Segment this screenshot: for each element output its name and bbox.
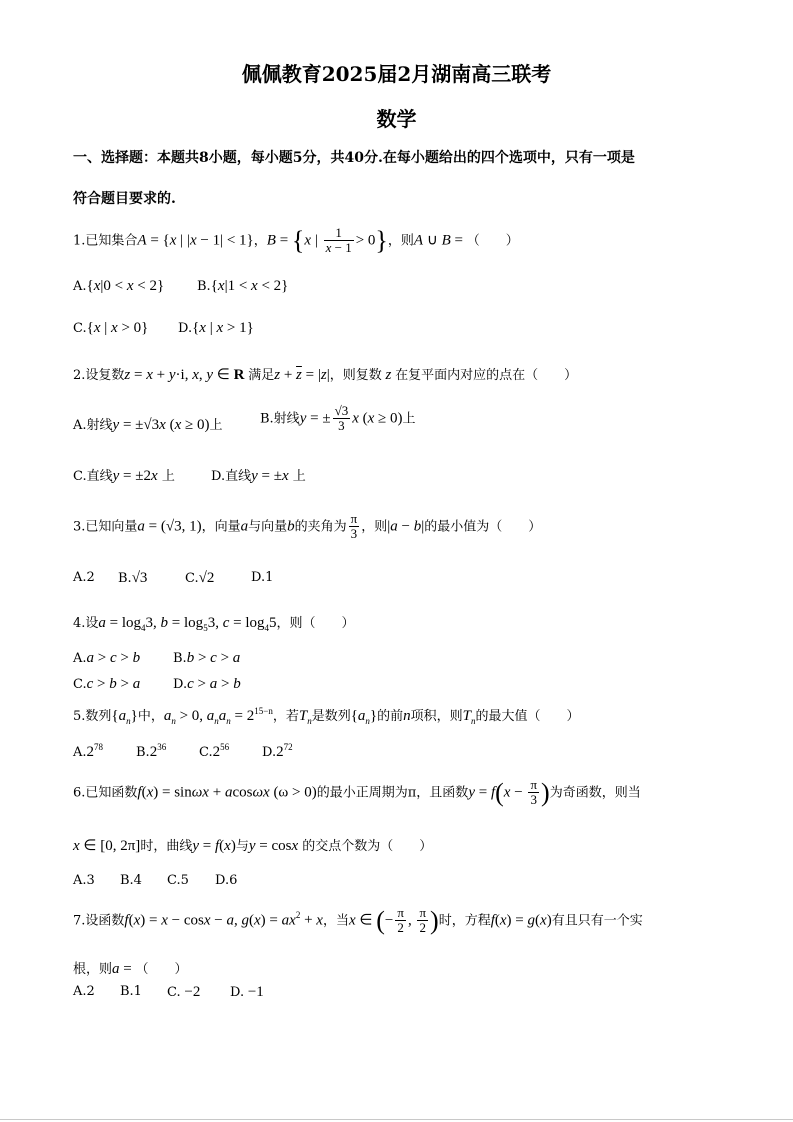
q5-option-d-label: D. — [262, 745, 277, 760]
q5-option-c-label: C. — [199, 745, 213, 760]
q5-t2: ，若 — [272, 709, 299, 724]
q7-blank: （ ） — [135, 962, 188, 977]
question-2: 2.设复数z = x + y·i, x, y ∈ R 满足$z + \overline{z} = |z|$，则复数 z 在复平面内对应的点在（ ） — [73, 367, 578, 383]
q2-option-d-suffix: 上 — [292, 469, 306, 484]
question-4: 4.设$a = \log_43$, $b = \log_53$, $c = \log_45$，则（ ） — [73, 615, 355, 633]
q4-option-c: C.c > b > a — [73, 676, 141, 692]
q5-option-a-label: A. — [73, 745, 87, 760]
q3-t2: 与向量 — [248, 519, 288, 535]
q2-option-c-label: C.直线 — [73, 469, 113, 484]
q6-t4: 与 — [235, 839, 249, 854]
q1-option-d: D.{x | x > 1} — [178, 320, 254, 336]
q2-option-a-suffix: 上 — [209, 418, 223, 433]
q3-option-a: A.2 — [73, 570, 95, 585]
q7-t3: 有且只有一个实 — [551, 913, 643, 929]
q6-prefix: 6.已知函数 — [73, 785, 138, 801]
q5-t4: 的前 — [377, 709, 404, 724]
q7-option-a: A.2 — [73, 984, 95, 999]
q5-option-b-label: B. — [136, 745, 150, 760]
q6-option-a: A.3 — [73, 873, 95, 888]
q1-option-b-label: B. — [197, 279, 211, 294]
q1-option-c-label: C. — [73, 321, 87, 336]
q1-option-a: A.{x|0 < x < 2} — [73, 278, 165, 294]
q5-option-d: $D.2^{72}$ — [262, 742, 293, 760]
question-6-line2: x ∈ [0, 2π]时，曲线y = f(x)与y = cosx 的交点个数为（ ） — [73, 838, 433, 854]
q5-option-b: $B.2^{36}$ — [136, 742, 167, 760]
q5-t5: 项积，则 — [410, 709, 463, 724]
q2-option-a-label: A.射线 — [73, 418, 113, 433]
q7-t1: ，当 — [322, 913, 349, 929]
q2-option-b-label: B.射线 — [260, 411, 300, 427]
q3-t4: ，则 — [361, 519, 388, 535]
q2-option-b-suffix: 上 — [402, 411, 416, 427]
question-5: 5.数列$\{a_n\}$中，$a_n > 0$, $a_na_n = 2^{15-n}$，若$T_n$是数列$\{a_n\}$的前n项积，则$T_n$的最大值（ ） — [73, 706, 580, 726]
q2-prefix: 2.设复数 — [73, 368, 125, 383]
q3-option-d: D.1 — [251, 570, 274, 585]
q3-option-b-label: B. — [118, 571, 132, 586]
question-3: 3.已知向量a = (√3, 1)，向量a与向量b的夹角为 $\frac{\pi}{3}$ ，则|a − b|的最小值为（ ） — [73, 511, 542, 542]
q7-option-d: D. −1 — [230, 984, 264, 1000]
q2-option-a: A.射线y = ±√3x (x ≥ 0)上 — [73, 417, 223, 433]
q7-line2: 根，则 — [73, 962, 113, 977]
q7-option-c-label: C. — [167, 985, 181, 1000]
q4-option-b-label: B. — [173, 651, 187, 666]
section-heading-line1: 一、选择题：本题共8小题，每小题5分，共40分.在每小题给出的四个选项中，只有一项是 — [73, 150, 635, 166]
q7-option-c: C. −2 — [167, 984, 201, 1000]
q5-option-a: $A.2^{78}$ — [73, 742, 104, 760]
q3-t5: 的最小值为（ ） — [424, 519, 542, 535]
subject-title: 数学 — [376, 107, 417, 131]
q2-option-d: D.直线y = ±x 上 — [211, 468, 306, 484]
question-6: 6.已知函数f(x) = sinωx + acosωx (ω > 0)的最小正周期为π，且函数y = f(x − $\frac{\pi}{3}$ )为奇函数，则当 — [73, 777, 641, 808]
q2-then: ，则复数 — [329, 368, 382, 383]
q5-option-c: $C.2^{56}$ — [199, 742, 230, 760]
q2-mid: 满足 — [248, 368, 275, 383]
q6-t5: 的交点个数为（ ） — [302, 839, 433, 854]
q1-then: ，则 — [387, 233, 414, 249]
q4-option-d-label: D. — [173, 677, 188, 692]
q3-option-c: C.√2 — [185, 570, 215, 586]
q6-option-d: D.6 — [215, 873, 238, 888]
section-heading-line2: 符合题目要求的. — [73, 191, 176, 207]
q4-option-b: B.b > c > a — [173, 650, 241, 666]
q3-t3: 的夹角为 — [294, 519, 347, 535]
q3-option-c-label: C. — [185, 571, 199, 586]
q1-blank: （ ） — [466, 233, 519, 249]
q5-t3: 是数列 — [311, 709, 351, 724]
q5-t1: 中， — [137, 709, 164, 724]
q7-t2: 时，方程 — [438, 913, 491, 929]
question-7: 7.设函数f(x) = x − cosx − a, $g(x) = ax^2 + x$，当x ∈ (− $\frac{\pi}{2}$ , $\frac{\pi}{2}$ )时，方程f(x) = g(x)有且只有一个实 — [73, 905, 643, 936]
q1-option-a-label: A. — [73, 279, 87, 294]
question-1: 1.已知集合A = {x | |x − 1| < 1}，B = {x | $\frac{1}{x - 1}$ > 0}，则A ∪ B = （ ） — [73, 225, 519, 256]
q4-option-a: A.a > c > b — [73, 650, 141, 666]
q1-option-c: C.{x | x > 0} — [73, 320, 149, 336]
q7-prefix: 7.设函数 — [73, 913, 125, 929]
q6-t2: 为奇函数，则当 — [549, 785, 641, 801]
q5-t6: 的最大值（ ） — [475, 709, 580, 724]
q5-prefix: 5.数列 — [73, 709, 112, 724]
q6-t1: 的最小正周期为π，且函数 — [316, 785, 469, 801]
q2-then2: 在复平面内对应的点在（ ） — [395, 368, 578, 383]
q3-t1: ，向量 — [201, 519, 241, 535]
q3-option-b: B.√3 — [118, 570, 148, 586]
q7-option-d-label: D. — [230, 985, 245, 1000]
q2-option-d-label: D.直线 — [211, 469, 252, 484]
q1-option-b: B.{x|1 < x < 2} — [197, 278, 289, 294]
q4-option-d: D.c > a > b — [173, 676, 241, 692]
q1-option-d-label: D. — [178, 321, 193, 336]
q2-option-b: B.射线y = ± $\frac{√3}{3}$ x (x ≥ 0)上 — [260, 403, 416, 434]
q6-option-b: B.4 — [120, 873, 142, 888]
page-title: 佩佩教育2025届2月湖南高三联考 — [241, 62, 552, 86]
q4-option-c-label: C. — [73, 677, 87, 692]
q3-prefix: 3.已知向量 — [73, 519, 138, 535]
q7-option-b: B.1 — [120, 984, 142, 999]
page-bottom-divider — [0, 1119, 793, 1120]
q4-prefix: 4.设 — [73, 616, 99, 631]
q4-then: ，则（ ） — [276, 616, 355, 631]
q4-option-a-label: A. — [73, 651, 87, 666]
q1-prefix: 1.已知集合 — [73, 233, 138, 249]
q2-option-c: C.直线y = ±2x 上 — [73, 468, 175, 484]
q6-t3: 时，曲线 — [140, 839, 193, 854]
q2-option-c-suffix: 上 — [161, 469, 175, 484]
question-7-line2: 根，则a = （ ） — [73, 961, 188, 977]
q6-option-c: C.5 — [167, 873, 189, 888]
